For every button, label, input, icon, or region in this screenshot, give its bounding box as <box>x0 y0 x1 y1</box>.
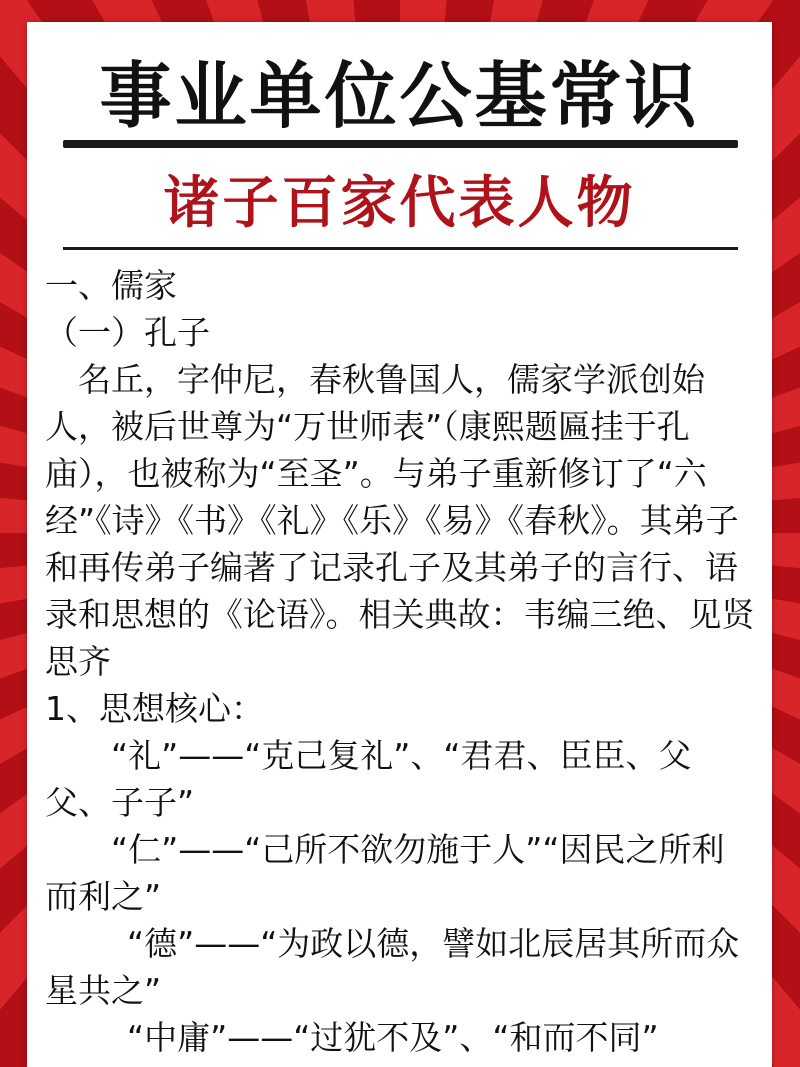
page-title: 事业单位公基常识 <box>99 54 700 138</box>
core-point-zhongyong: “中庸”——“过犹不及”、“和而不同” <box>127 1018 659 1057</box>
document-card <box>27 22 772 1067</box>
subtitle-divider-thin <box>63 247 738 250</box>
intro-paragraph: 名丘，字仲尼，春秋鲁国人，儒家学派创始人，被后世尊为“万世师表”（康熙题匾挂于孔庙），也被称为“至圣”。与弟子重新修订了“六经”《诗》《书》《礼》《乐》《易》《春秋》。其弟子和再传弟子编著了记录孔子及其弟子的言行、语录和思想的《论语》。相关典故：韦编三绝、见贤思齐 <box>45 360 755 681</box>
core-point-ren: “仁”——“己所不欲勿施于人”“因民之所利而利之” <box>45 830 725 916</box>
subsection-heading: （一）孔子 <box>45 313 210 352</box>
section-heading: 一、儒家 <box>45 266 177 305</box>
core-point-li: “礼”——“克己复礼”、“君君、臣臣、父父、子子” <box>45 736 692 822</box>
core-point-de: “德”——“为政以德，譬如北辰居其所而众星共之” <box>45 924 740 1010</box>
page-subtitle: 诸子百家代表人物 <box>163 171 636 236</box>
document-body <box>45 262 757 1061</box>
core-heading: 1、思想核心： <box>45 689 264 728</box>
title-divider-thick <box>63 140 738 148</box>
